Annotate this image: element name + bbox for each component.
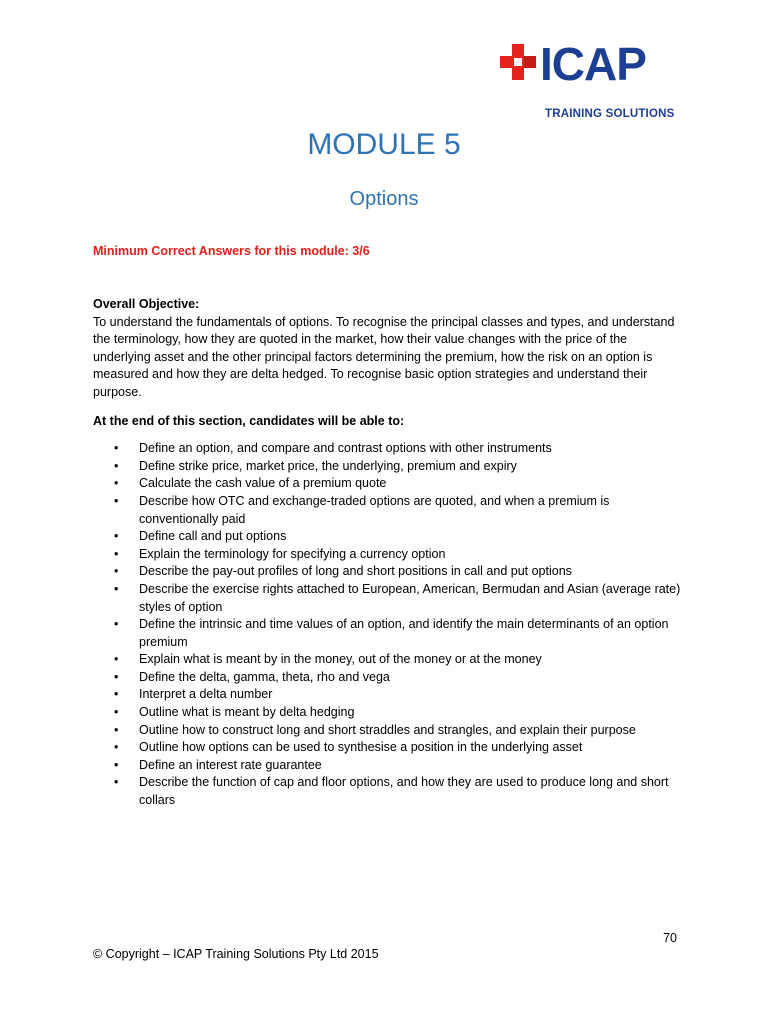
- list-item: • Define call and put options: [93, 528, 683, 546]
- list-item: • Define strike price, market price, the underlying, premium and expiry: [93, 458, 683, 476]
- minimum-correct-answers: Minimum Correct Answers for this module: 3/6: [93, 244, 370, 258]
- logo-wordmark: ICAP: [540, 38, 646, 90]
- module-title: MODULE 5: [307, 128, 461, 161]
- objective-text: To understand the fundamentals of options. To recognise the principal classes and types, and understand the terminology, how they are quoted in the market, how their value changes with the price of the underlying asset and the other principal factors determining the premium, how the risk on an option is measured and how they are delta hedged. To recognise basic option strategies and understand their purpose.: [93, 314, 675, 399]
- outcomes-lead: At the end of this section, candidates will be able to:: [93, 413, 405, 428]
- list-item: • Describe the pay-out profiles of long and short positions in call and put options: [93, 563, 683, 581]
- list-item: • Outline how to construct long and short straddles and strangles, and explain their purpose: [93, 722, 683, 740]
- list-item: • Explain the terminology for specifying a currency option: [93, 546, 683, 564]
- list-item: • Outline how options can be used to synthesise a position in the underlying asset: [93, 739, 683, 757]
- list-item: • Define the intrinsic and time values of an option, and identify the main determinants of an option premium: [93, 616, 683, 651]
- list-item: • Interpret a delta number: [93, 686, 683, 704]
- icap-logo-mark-icon: [498, 42, 538, 82]
- list-item: • Describe how OTC and exchange-traded options are quoted, and when a premium is conventionally paid: [93, 493, 683, 528]
- list-item: • Calculate the cash value of a premium quote: [93, 475, 683, 493]
- list-item: • Describe the exercise rights attached to European, American, Bermudan and Asian (average rate) styles of option: [93, 581, 683, 616]
- objective-heading: Overall Objective:: [93, 297, 200, 311]
- list-item: • Outline what is meant by delta hedging: [93, 704, 683, 722]
- page-number: 70: [663, 931, 677, 945]
- list-item: • Define the delta, gamma, theta, rho and vega: [93, 669, 683, 687]
- learning-outcomes-list: [93, 440, 683, 809]
- list-item: • Define an interest rate guarantee: [93, 757, 683, 775]
- list-item: • Explain what is meant by in the money, out of the money or at the money: [93, 651, 683, 669]
- copyright-notice: © Copyright – ICAP Training Solutions Pty Ltd 2015: [93, 947, 379, 961]
- icap-logo: [498, 38, 678, 124]
- logo-tagline: TRAINING SOLUTIONS: [545, 108, 675, 120]
- module-subtitle: Options: [349, 188, 419, 210]
- list-item: • Describe the function of cap and floor options, and how they are used to produce long and short collars: [93, 774, 683, 809]
- module-content: [93, 296, 683, 810]
- list-item: • Define an option, and compare and contrast options with other instruments: [93, 440, 683, 458]
